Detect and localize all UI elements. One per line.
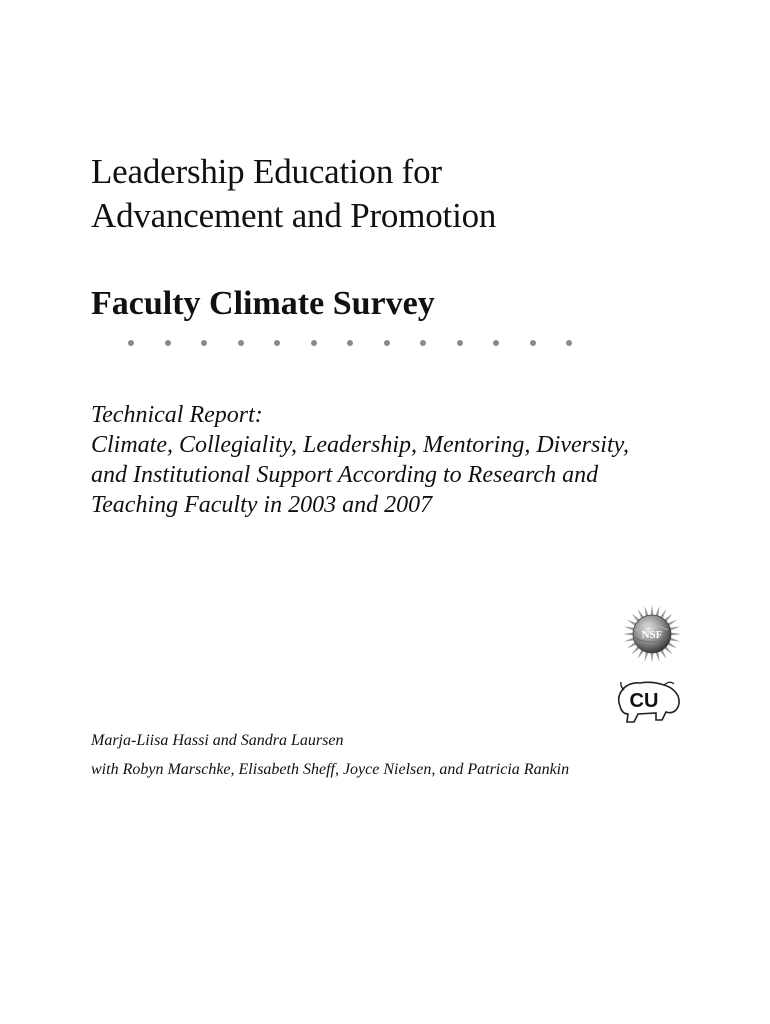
divider-dot: [347, 340, 353, 346]
title-line-2: Advancement and Promotion: [91, 196, 497, 235]
divider-dot: [128, 340, 134, 346]
contributors: with Robyn Marschke, Elisabeth Sheff, Joyce Nielsen, and Patricia Rankin: [91, 761, 570, 778]
document-title: [91, 150, 496, 238]
report-line-3: and Institutional Support According to Research and: [91, 462, 599, 488]
divider-dot: [566, 340, 572, 346]
divider-dot: [274, 340, 280, 346]
authors: Marja-Liisa Hassi and Sandra Laursen: [91, 732, 344, 749]
divider-dot: [493, 340, 499, 346]
document-subtitle: Faculty Climate Survey: [91, 285, 435, 322]
title-line-1: Leadership Education for: [91, 152, 442, 191]
nsf-logo-icon: [622, 604, 682, 664]
nsf-ray: [670, 632, 681, 635]
divider-dot: [201, 340, 207, 346]
cu-logo-text: CU: [629, 690, 659, 712]
divider-dot: [165, 340, 171, 346]
divider-dot: [457, 340, 463, 346]
divider-dot: [420, 340, 426, 346]
report-line-4: Teaching Faculty in 2003 and 2007: [91, 492, 433, 518]
nsf-ray: [650, 605, 653, 616]
report-description: [91, 400, 629, 520]
nsf-logo-text: NSF: [641, 629, 663, 641]
cu-buffalo-logo-icon: [612, 676, 682, 724]
divider-dot: [311, 340, 317, 346]
nsf-ray: [650, 652, 653, 663]
report-line-1: Technical Report:: [91, 402, 263, 428]
divider-dot: [530, 340, 536, 346]
report-line-2: Climate, Collegiality, Leadership, Mentoring, Diversity,: [91, 432, 629, 458]
decorative-dot-divider: [128, 340, 603, 346]
divider-dot: [384, 340, 390, 346]
nsf-ray: [623, 632, 634, 635]
divider-dot: [238, 340, 244, 346]
